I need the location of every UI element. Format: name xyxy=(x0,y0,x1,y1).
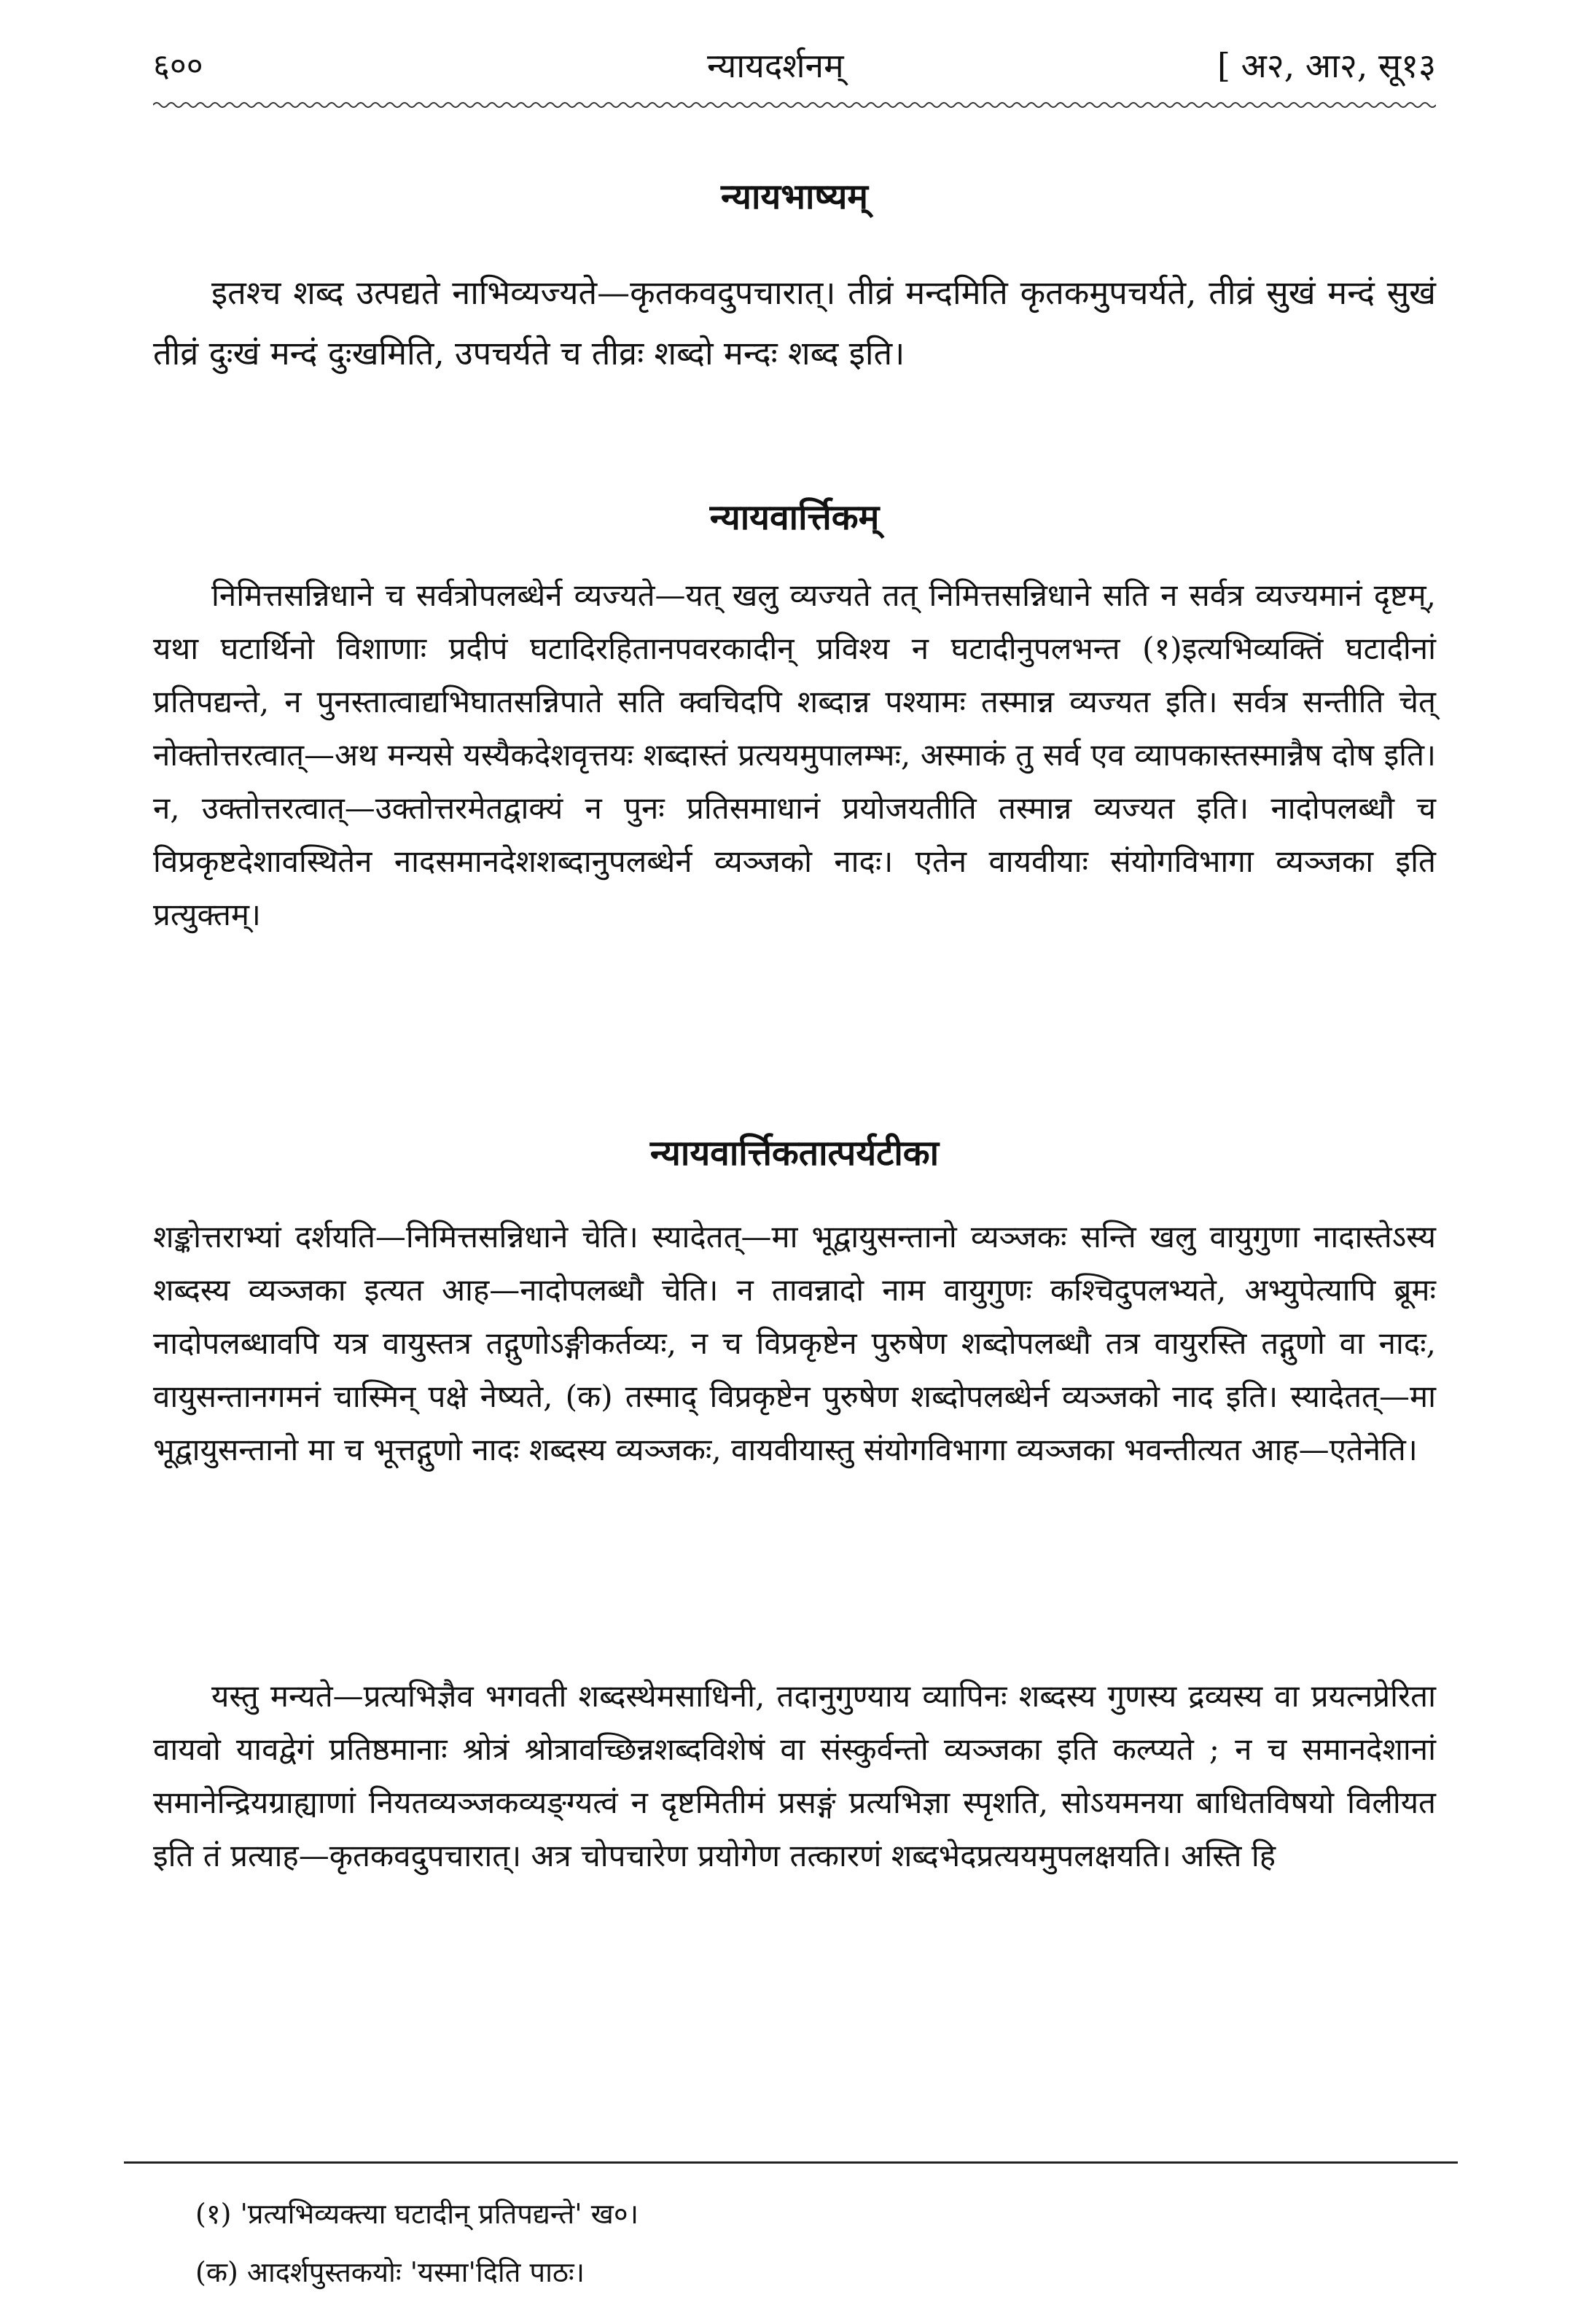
vartika-text: निमित्तसन्निधाने च सर्वत्रोपलब्धेर्न व्यज्यते—यत् खलु व्यज्यते तत् निमित्तसन्निधाने सति न सर्वत्र व्यज्यमानं दृष्टम्, यथा घटार्थिनो विशाणाः प्रदीपं घटादिरहितानपवरकादीन् प्रविश्य न घटादीनुपलभन्त (१)इत्यभिव्यक्तिं घटादीनां प्रतिपद्यन्ते, न पुनस्तात्वाद्यभिघातसन्निपाते सति क्वचिदपि शब्दान्न पश्यामः तस्मान्न व्यज्यत इति। सर्वत्र सन्तीति चेत् नोक्तोत्तरत्वात्—अथ मन्यसे यस्यैकदेशवृत्तयः शब्दास्तं प्रत्ययमुपालम्भः, अस्माकं तु सर्व एव व्यापकास्तस्मान्नैष दोष इति। न, उक्तोत्तरत्वात्—उक्तोत्तरमेतद्वाक्यं न पुनः प्रतिसमाधानं प्रयोजयतीति तस्मान्न व्यज्यत इति। नादोपलब्धौ च विप्रकृष्टदेशावस्थितेन नादसमानदेशशब्दानुपलब्धेर्न व्यञ्जको नादः। एतेन वायवीयाः संयोगविभागा व्यञ्जका इति प्रत्युक्तम्। xyxy=(153,577,1436,932)
vartika-title: न्यायवार्त्तिकम् xyxy=(709,497,880,538)
tika-para-2: यस्तु मन्यते—प्रत्यभिज्ञैव भगवती शब्दस्थेमसाधिनी, तदानुगुण्याय व्यापिनः शब्दस्य गुणस्य द्रव्यस्य वा प्रयत्नप्रेरिता वायवो यावद्वेगं प्रतिष्ठमानाः श्रोत्रं श्रोत्रावच्छिन्नशब्दविशेषं वा संस्कुर्वन्तो व्यञ्जका इति कल्प्यते ; न च समानदेशानां समानेन्द्रियग्राह्याणां नियतव्यञ्जकव्यङ्ग्यत्वं न दृष्टमितीमं प्रसङ्गं प्रत्यभिज्ञा स्पृशति, सोऽयमनया बाधितविषयो विलीयत इति तं प्रत्याह—कृतकवदुपचारात्। अत्र चोपचारेण प्रयोगेण तत्कारणं शब्दभेदप्रत्ययमुपलक्षयति। अस्ति हि xyxy=(153,1678,1436,1873)
footnote-k: (क) आदर्शपुस्तकयोः 'यस्मा'दिति पाठः। xyxy=(195,2256,585,2288)
bhashya-title: न्यायभाष्यम् xyxy=(720,176,869,217)
running-title: न्यायदर्शनम् xyxy=(707,46,844,85)
wavy-header-rule xyxy=(153,99,1436,111)
tika-title: न्यायवार्त्तिकतात्पर्यटीका xyxy=(649,1133,940,1174)
footnote-1: (१) 'प्रत्यभिव्यक्त्या घटादीन् प्रतिपद्यन्ते' ख०। xyxy=(195,2198,639,2230)
tika-para-1: शङ्कोत्तराभ्यां दर्शयति—निमित्तसन्निधाने चेति। स्यादेतत्—मा भूद्वायुसन्तानो व्यञ्जकः सन्ति खलु वायुगुणा नादास्तेऽस्य शब्दस्य व्यञ्जका इत्यत आह—नादोपलब्धौ चेति। न तावन्नादो नाम वायुगुणः कश्चिदुपलभ्यते, अभ्युपेत्यापि ब्रूमः नादोपलब्धावपि यत्र वायुस्तत्र तद्गुणोऽङ्गीकर्तव्यः, न च विप्रकृष्टेन पुरुषेण शब्दोपलब्धौ तत्र वायुरस्ति तद्गुणो वा नादः, वायुसन्तानगमनं चास्मिन् पक्षे नेष्यते, (क) तस्माद् विप्रकृष्टेन पुरुषेण शब्दोपलब्धेर्न व्यञ्जको नाद इति। स्यादेतत्—मा भूद्वायुसन्तानो मा च भूत्तद्गुणो नादः शब्दस्य व्यञ्जकः, वायवीयास्तु संयोगविभागा व्यञ्जका भवन्तीत्यत आह—एतेनेति। xyxy=(153,1219,1436,1467)
footnote-rule xyxy=(124,2161,1458,2164)
page-number: ६०० xyxy=(153,47,203,85)
bhashya-text: इतश्च शब्द उत्पद्यते नाभिव्यज्यते—कृतकवदुपचारात्। तीव्रं मन्दमिति कृतकमुपचर्यते, तीव्रं सुखं मन्दं सुखं तीव्रं दुःखं मन्दं दुःखमिति, उपचर्यते च तीव्रः शब्दो मन्दः शब्द इति। xyxy=(153,273,1436,373)
page-header xyxy=(153,42,1436,93)
chapter-reference: [ अ२, आ२, सू१३ xyxy=(1217,46,1436,85)
